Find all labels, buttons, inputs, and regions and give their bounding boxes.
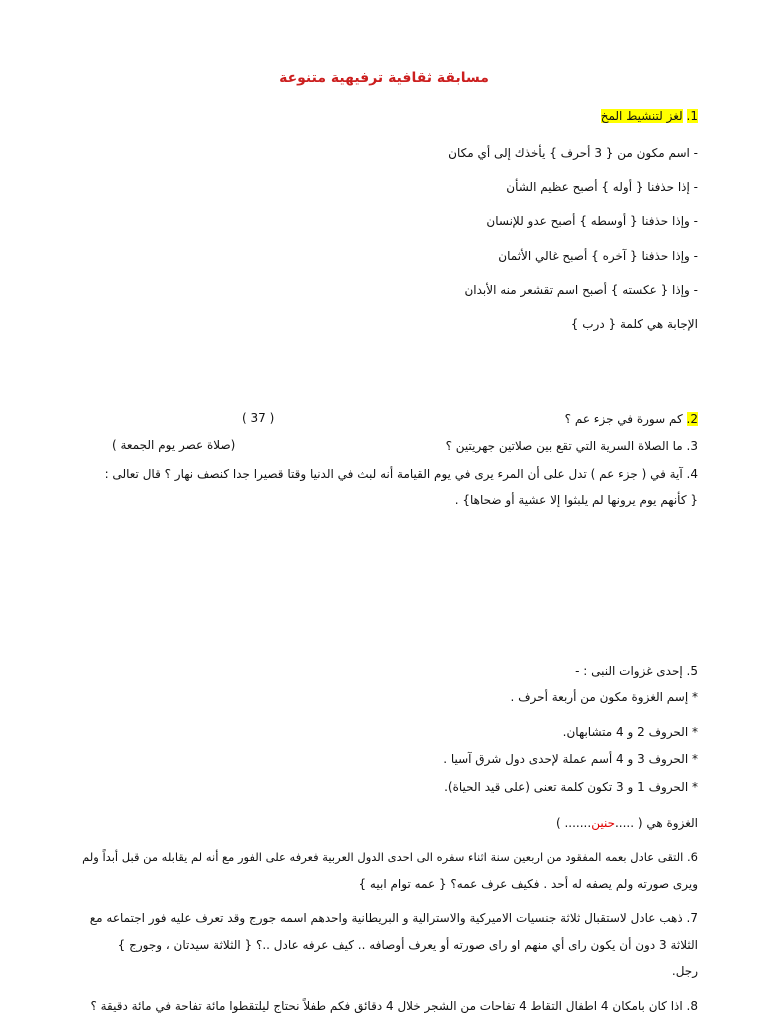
q5-clue: * الحروف 1 و 3 تكون كلمة تعنى (على قيد الحياة).: [444, 780, 698, 794]
q1-line: - إذا حذفنا { أوله } أصبح عظيم الشأن: [506, 180, 698, 194]
q8-question: 8. اذا كان بامكان 4 اطفال التقاط 4 تفاحات من الشجر خلال 4 دقائق فكم طفلاً نحتاج ليلتقطوا مائة تفاحة في مائة دقيقة ؟: [90, 999, 698, 1013]
q2-question: [565, 411, 698, 427]
q5-answer-word: حنين: [591, 816, 615, 830]
q1-line: - وإذا { عكسته } أصبح اسم تقشعر منه الأبدان: [464, 283, 698, 297]
q3-question: 3. ما الصلاة السرية التي تقع بين صلاتين جهريتين ؟: [445, 439, 698, 453]
q5-clue: * إسم الغزوة مكون من أربعة أحرف .: [510, 690, 698, 704]
q1-line: - وإذا حذفنا { آخره } أصبح غالي الأثمان: [498, 249, 698, 263]
q5-heading: 5. إحدى غزوات النبى : -: [575, 664, 698, 678]
q1-number: 1.: [686, 109, 698, 123]
q1-answer: الإجابة هي كلمة { درب }: [570, 317, 698, 331]
q3-answer: (صلاة عصر يوم الجمعة ): [112, 438, 236, 452]
q7-line: رجل.: [671, 964, 698, 978]
q1-line: - وإذا حذفنا { أوسطه } أصبح عدو للإنسان: [486, 214, 698, 228]
q6-line: ويرى صورته ولم يصفه له أحد . فكيف عرف عمه؟ { عمه توام ابيه }: [358, 877, 698, 891]
q1-line: - اسم مكون من { 3 أحرف } يأخذك إلى أي مكان: [448, 146, 698, 160]
q5-answer: [556, 815, 698, 831]
q4-verse: { كأنهم يوم يرونها لم يلبثوا إلا عشية أو ضحاها} .: [454, 493, 698, 507]
page-title: مسابقة ثقافية ترفيهية متنوعة: [279, 70, 489, 86]
q6-line: 6. التقى عادل بعمه المفقود من اربعين سنة اثناء سفره الى احدى الدول العربية فعرفه على الفور مع أنه لم يقابله من قبل أبداً ولم: [82, 850, 698, 864]
q5-answer-suffix: ....... ): [555, 816, 592, 830]
q5-clue: * الحروف 2 و 4 متشابهان.: [562, 725, 698, 739]
q5-clue: * الحروف 3 و 4 أسم عملة لإحدى دول شرق آسيا .: [443, 752, 698, 766]
q1-heading: [601, 108, 698, 124]
q2-number: 2.: [686, 412, 698, 426]
q7-line: 7. ذهب عادل لاستقبال ثلاثة جنسيات الاميركية والاسترالية و البريطانية واحدهم اسمه جورج وقد تعرف عليه فور اجتماعه مع: [89, 911, 698, 925]
q1-heading-text: لغز لتنشيط المخ: [600, 109, 683, 123]
q5-answer-prefix: الغزوة هي ( .....: [614, 816, 698, 830]
q4-question: 4. آية في ( جزء عم ) تدل على أن المرء يرى في يوم القيامة أنه لبث في الدنيا وقتا قصيرا جدا كنصف نهار ؟ قال تعالى :: [104, 467, 698, 481]
q7-line: الثلاثة 3 دون أن يكون راى أي منهم او راى صورته أو يعرف أوصافه .. كيف عرفه عادل ..؟ { الثلاثة سيدتان ، وجورج }: [117, 938, 698, 952]
q2-answer: ( 37 ): [242, 411, 275, 425]
q2-text: كم سورة في جزء عم ؟: [564, 412, 683, 426]
